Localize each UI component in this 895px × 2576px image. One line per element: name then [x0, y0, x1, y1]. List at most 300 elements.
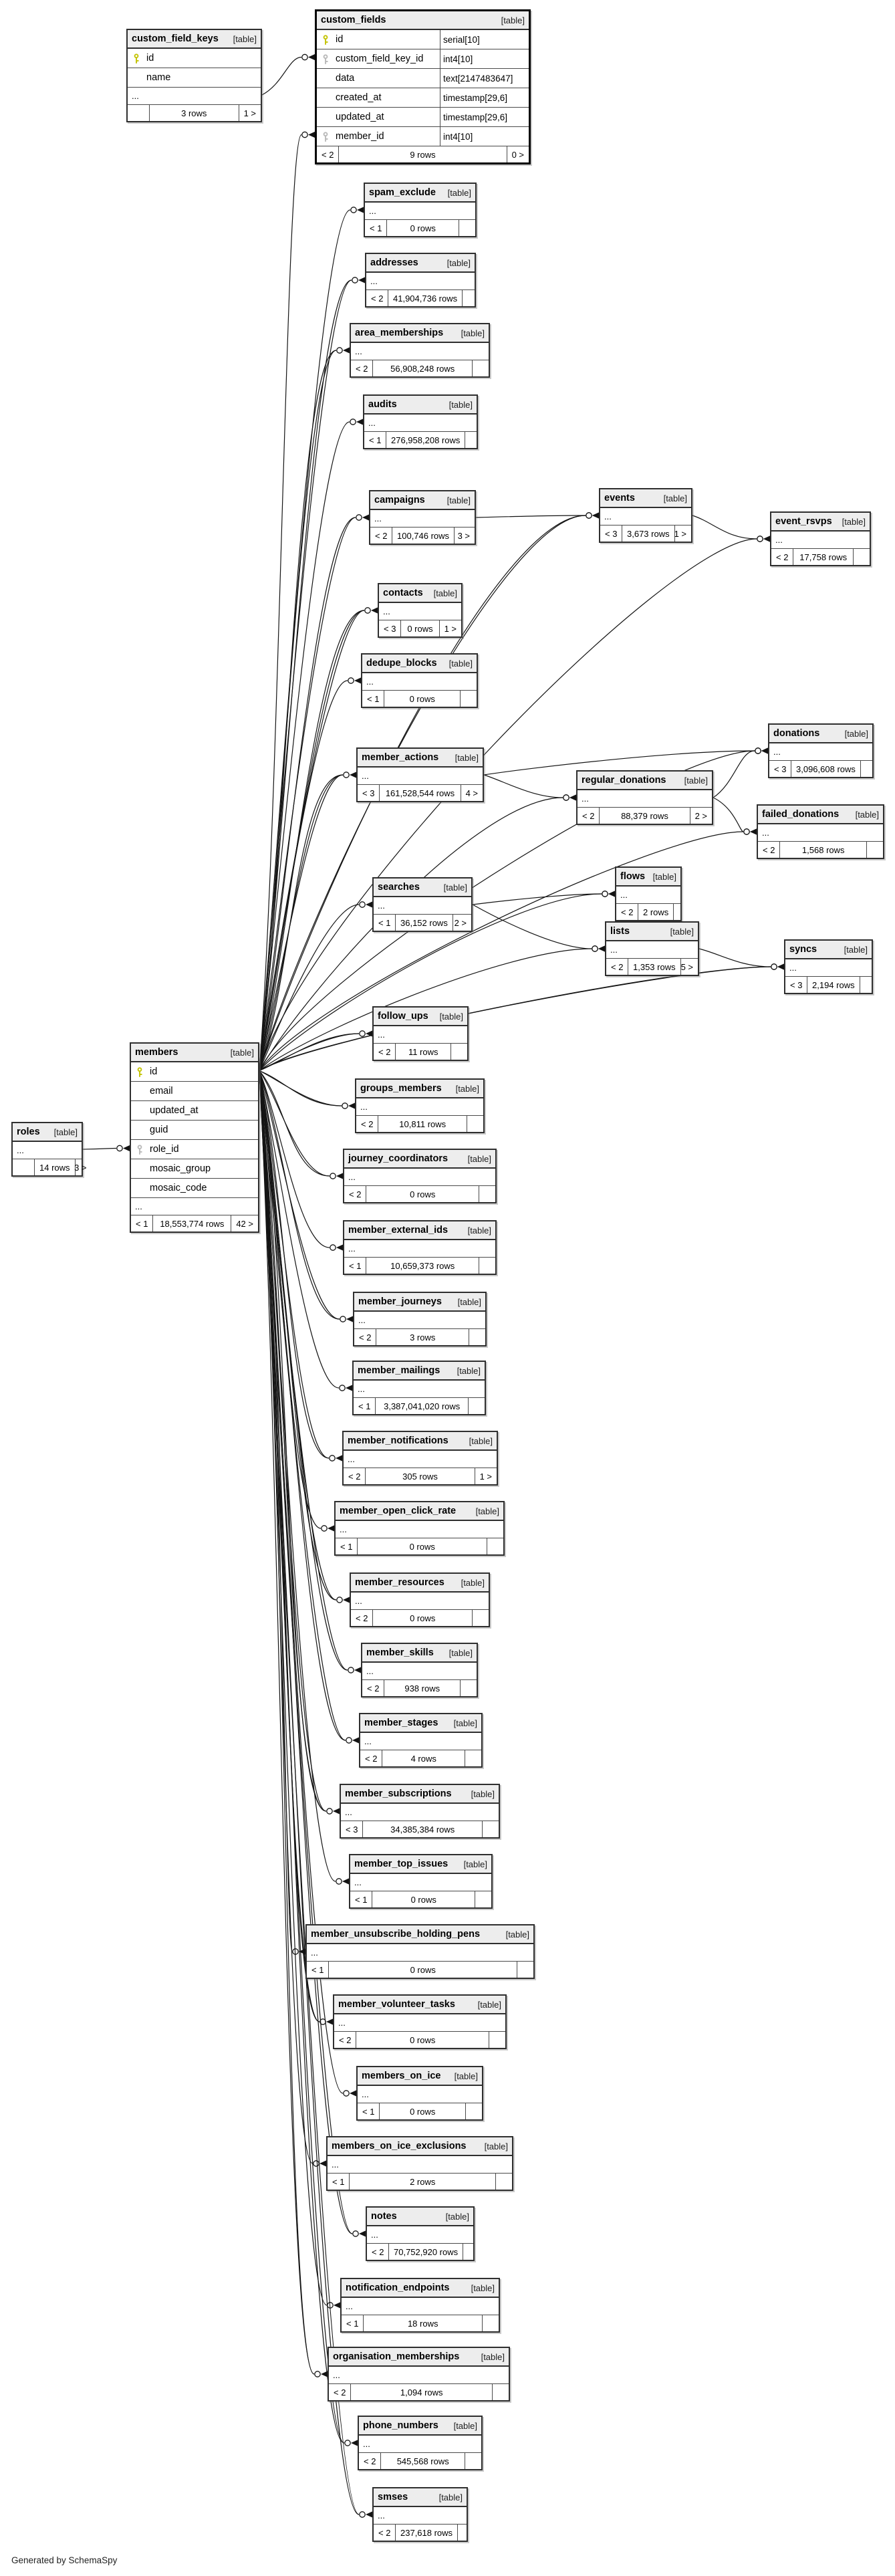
table-tag: [table]: [438, 2492, 463, 2502]
table-tag: [table]: [461, 1577, 485, 1588]
row-count: 18 rows: [363, 2315, 483, 2331]
table-title: member_stages: [364, 1718, 438, 1728]
row-count: 0 rows: [328, 1962, 517, 1978]
fk-in-count: < 1: [332, 2176, 345, 2187]
column-row-email: [131, 1082, 258, 1101]
table-title: custom_fields: [321, 15, 386, 25]
table-header: [758, 806, 883, 824]
table-node-members_on_ice[interactable]: [356, 2066, 483, 2121]
table-title: member_skills: [366, 1647, 434, 1658]
fk-out-count: 3 >: [457, 530, 470, 541]
row-count: 0 rows: [372, 1610, 473, 1626]
table-node-smses[interactable]: [372, 2487, 468, 2542]
collapsed-columns-row: ...: [785, 959, 872, 977]
fk-out-count: 0 >: [511, 149, 524, 160]
table-title: failed_donations: [762, 809, 840, 820]
table-tag: [table]: [449, 658, 473, 669]
column-name: role_id: [150, 1144, 179, 1155]
fk-in-count: < 1: [369, 435, 382, 445]
zero-or-many-circle: [330, 1455, 335, 1461]
table-footer: [336, 1538, 503, 1554]
table-title: member_mailings: [358, 1365, 440, 1376]
fk-in-count: < 3: [384, 623, 396, 634]
fk-in-count: < 2: [361, 1119, 374, 1129]
column-type: int4[10]: [440, 127, 529, 146]
table-footer: [367, 2244, 473, 2260]
fk-in-count: < 2: [372, 2246, 384, 2257]
table-footer: [374, 1044, 467, 1060]
zero-or-many-circle: [771, 964, 777, 969]
zero-or-many-circle: [350, 419, 356, 425]
table-node-event_rsvps[interactable]: [770, 511, 871, 566]
fk-out-count: [517, 1962, 533, 1978]
fk-in-count: < 2: [348, 1471, 361, 1482]
column-row-mosaic_code: [131, 1179, 258, 1198]
table-footer: [351, 1610, 489, 1626]
column-row-created_at: [317, 88, 529, 108]
fk-out-count: [458, 2525, 474, 2541]
fk-out-count: [459, 220, 475, 236]
table-node-member_stages[interactable]: [359, 1713, 483, 1768]
table-footer: [362, 1680, 477, 1696]
table-node-campaigns[interactable]: [369, 490, 476, 545]
table-node-follow_ups[interactable]: [372, 1006, 469, 1061]
table-node-members[interactable]: [130, 1042, 259, 1233]
column-row-updated_at: [131, 1101, 258, 1121]
table-title: events: [604, 493, 635, 503]
table-footer: [365, 220, 475, 236]
zero-or-many-circle: [757, 536, 763, 542]
column-row-updated_at: [317, 108, 529, 127]
foreign-key-icon: [131, 1145, 148, 1155]
zero-or-many-circle: [346, 1738, 352, 1743]
fk-out-count: 1 >: [479, 1471, 492, 1482]
fk-in-count: < 1: [346, 2318, 359, 2329]
column-name: guid: [150, 1125, 168, 1135]
fk-in-count: < 2: [776, 552, 789, 562]
table-node-flows[interactable]: [615, 866, 682, 921]
column-row-guid: [131, 1121, 258, 1140]
table-footer: [360, 1750, 481, 1766]
fk-out-count: [479, 1258, 495, 1274]
relationship-edge-searches-to-lists: [473, 905, 592, 949]
table-node-member_mailings[interactable]: [352, 1361, 486, 1415]
zero-or-many-circle: [351, 207, 356, 213]
zero-or-many-circle: [340, 1316, 346, 1322]
fk-in-count: < 1: [358, 1401, 371, 1411]
table-title: notification_endpoints: [346, 2282, 450, 2293]
table-footer: [344, 1258, 495, 1274]
fk-out-count: [854, 549, 870, 565]
collapsed-columns-row: ...: [600, 508, 691, 525]
relationship-edge-custom_field_keys-to-custom_fields: [262, 57, 301, 96]
table-tag: [table]: [461, 328, 485, 338]
zero-or-many-circle: [353, 2231, 358, 2236]
fk-in-count: < 2: [365, 1753, 378, 1764]
row-count: 3 rows: [149, 105, 239, 121]
fk-in-count: < 1: [349, 1260, 362, 1271]
collapsed-columns-row: ...: [344, 1451, 497, 1468]
collapsed-columns-row: ...: [329, 2367, 509, 2384]
table-header: [362, 655, 477, 673]
collapsed-columns-row: ...: [128, 88, 261, 105]
table-tag: [table]: [501, 15, 525, 25]
fk-in-count: < 2: [359, 1332, 372, 1342]
table-node-phone_numbers[interactable]: [358, 2416, 483, 2470]
table-node-contacts[interactable]: [378, 583, 463, 638]
fk-in-count: [128, 105, 149, 121]
table-title: syncs: [789, 944, 817, 955]
table-header: [606, 923, 698, 941]
zero-or-many-circle: [337, 348, 342, 353]
table-title: member_volunteer_tasks: [338, 1999, 455, 2010]
collapsed-columns-row: ...: [344, 1169, 495, 1186]
table-node-groups_members[interactable]: [355, 1078, 485, 1133]
table-tag: [table]: [454, 2071, 478, 2081]
zero-or-many-circle: [348, 678, 354, 683]
primary-key-icon: [131, 1067, 148, 1077]
fk-out-count: 3 >: [74, 1162, 87, 1173]
table-node-custom_field_keys[interactable]: [126, 29, 262, 122]
table-header: [342, 2279, 499, 2298]
row-count: 1,568 rows: [779, 842, 867, 858]
collapsed-columns-row: ...: [367, 2226, 473, 2244]
collapsed-columns-row: ...: [131, 1198, 258, 1215]
table-node-members_on_ice_exclusions[interactable]: [326, 2136, 513, 2191]
row-count: 70,752,920 rows: [388, 2244, 463, 2260]
fk-in-count: < 3: [605, 528, 618, 539]
fk-out-count: [489, 2032, 505, 2048]
table-footer: [342, 2315, 499, 2331]
table-tag: [table]: [449, 399, 473, 410]
table-node-dedupe_blocks[interactable]: [361, 653, 478, 708]
row-count: 18,553,774 rows: [152, 1215, 231, 1232]
table-footer: [13, 1159, 87, 1175]
table-footer: [128, 105, 261, 121]
row-count: 17,758 rows: [793, 549, 854, 565]
zero-or-many-circle: [327, 1808, 332, 1814]
column-name: id: [336, 34, 344, 45]
relationship-edge-members-to-syncs: [259, 967, 771, 1071]
table-node-member_unsubscribe_holding_pens[interactable]: [305, 1924, 535, 1979]
relationship-edge-members-to-groups_members: [259, 1071, 342, 1106]
table-node-member_external_ids[interactable]: [343, 1220, 497, 1275]
zero-or-many-circle: [337, 1597, 342, 1603]
primary-key-icon: [128, 53, 145, 64]
table-header: [358, 2067, 482, 2086]
table-header: [374, 879, 471, 897]
table-tag: [table]: [684, 775, 708, 786]
fk-in-count: < 2: [378, 2527, 391, 2538]
relationship-edge-roles-to-members: [83, 1149, 116, 1150]
row-count: 14 rows: [34, 1159, 76, 1175]
fk-in-count: < 2: [367, 1683, 380, 1693]
column-row-id: [317, 30, 529, 49]
table-tag: [table]: [446, 257, 471, 268]
column-row-data: [317, 69, 529, 88]
table-footer: [374, 915, 471, 931]
zero-or-many-circle: [352, 277, 358, 283]
collapsed-columns-row: ...: [379, 603, 461, 620]
table-footer: [358, 2103, 482, 2119]
table-tag: [table]: [477, 1999, 501, 2010]
table-header: [379, 584, 461, 603]
table-tag: [table]: [481, 2351, 505, 2362]
table-node-addresses[interactable]: [365, 253, 476, 308]
table-footer: [379, 620, 461, 636]
table-node-searches[interactable]: [372, 877, 473, 932]
table-node-audits[interactable]: [363, 394, 478, 449]
table-header: [351, 324, 489, 343]
fk-out-count: [469, 1398, 485, 1414]
column-type: text[2147483647]: [440, 69, 529, 88]
column-name: member_id: [336, 131, 384, 142]
row-count: 0 rows: [386, 220, 459, 236]
row-count: 3,387,041,020 rows: [375, 1398, 469, 1414]
collapsed-columns-row: ...: [350, 1874, 491, 1891]
relationship-edge-events-to-event_rsvps: [692, 515, 757, 539]
table-footer: [366, 290, 475, 306]
table-header: [360, 1714, 481, 1733]
column-name: mosaic_code: [150, 1183, 207, 1193]
table-node-events[interactable]: [599, 488, 692, 543]
table-title: donations: [773, 728, 820, 739]
fk-out-count: [467, 1116, 483, 1132]
zero-or-many-circle: [360, 902, 365, 907]
fk-in-count: < 2: [763, 844, 775, 855]
table-footer: [350, 1891, 491, 1907]
collapsed-columns-row: ...: [334, 2014, 505, 2032]
column-name: created_at: [336, 92, 382, 103]
table-footer: [354, 1329, 485, 1345]
table-tag: [table]: [484, 2141, 508, 2151]
table-footer: [362, 691, 477, 707]
table-footer: [334, 2032, 505, 2048]
table-tag: [table]: [663, 493, 687, 503]
table-node-member_open_click_rate[interactable]: [334, 1501, 505, 1556]
table-tag: [table]: [469, 1435, 493, 1446]
fk-in-count: < 1: [370, 223, 382, 233]
collapsed-columns-row: ...: [769, 743, 872, 761]
table-header: [344, 1150, 495, 1169]
table-footer: [785, 977, 872, 993]
table-node-member_skills[interactable]: [361, 1643, 478, 1697]
table-title: dedupe_blocks: [366, 658, 437, 669]
column-name: email: [150, 1086, 173, 1096]
table-header: [364, 396, 477, 415]
row-count: 0 rows: [366, 1186, 479, 1202]
table-tag: [table]: [433, 588, 457, 598]
fk-out-count: [479, 1186, 495, 1202]
fk-out-count: [487, 1538, 503, 1554]
table-footer: [344, 1468, 497, 1484]
column-name: updated_at: [336, 112, 384, 122]
table-node-member_journeys[interactable]: [353, 1292, 487, 1346]
fk-out-count: [475, 1891, 491, 1907]
table-title: roles: [17, 1127, 40, 1137]
collapsed-columns-row: ...: [364, 415, 477, 432]
table-node-notification_endpoints[interactable]: [340, 2278, 500, 2333]
table-node-regular_donations[interactable]: [576, 770, 713, 825]
table-header: [354, 1362, 485, 1381]
column-row-role_id: [131, 1140, 258, 1159]
column-type: timestamp[29,6]: [440, 108, 529, 126]
table-title: follow_ups: [378, 1011, 428, 1022]
table-node-roles[interactable]: [11, 1122, 87, 1177]
table-title: addresses: [370, 257, 418, 268]
column-type: timestamp[29,6]: [440, 88, 529, 107]
row-count: 3,096,608 rows: [791, 761, 861, 777]
fk-out-count: 2 >: [694, 810, 707, 821]
collapsed-columns-row: ...: [351, 1593, 489, 1610]
zero-or-many-circle: [360, 1031, 365, 1036]
primary-key-icon: [317, 35, 334, 45]
row-count: 100,746 rows: [392, 528, 455, 544]
table-node-spam_exclude[interactable]: [364, 183, 477, 237]
fk-out-count: [674, 904, 690, 920]
table-header: [334, 1996, 505, 2014]
row-count: 36,152 rows: [395, 915, 453, 931]
table-tag: [table]: [467, 1225, 491, 1236]
column-name: id: [150, 1066, 158, 1077]
table-node-custom_fields[interactable]: [315, 9, 531, 164]
relationship-edge-member_actions-to-regular_donations: [484, 775, 563, 798]
table-node-journey_coordinators[interactable]: [343, 1149, 497, 1203]
zero-or-many-circle: [315, 2371, 320, 2377]
column-name: mosaic_group: [150, 1163, 211, 1174]
zero-or-many-circle: [336, 1879, 342, 1884]
collapsed-columns-row: ...: [354, 1312, 485, 1329]
table-title: member_actions: [362, 752, 439, 763]
table-header: [359, 2417, 481, 2436]
zero-or-many-circle: [117, 1145, 122, 1151]
row-count: 10,811 rows: [378, 1116, 467, 1132]
row-count: 0 rows: [384, 691, 461, 707]
table-tag: [table]: [455, 752, 479, 763]
relationship-edge-members-to-syncs: [259, 967, 771, 1071]
collapsed-columns-row: ...: [606, 941, 698, 959]
table-node-member_resources[interactable]: [350, 1572, 490, 1627]
table-footer: [771, 549, 870, 565]
table-footer: [356, 1116, 483, 1132]
collapsed-columns-row: ...: [344, 1240, 495, 1258]
fk-in-count: < 2: [611, 961, 624, 972]
column-name: updated_at: [150, 1105, 199, 1116]
column-row-member_id: [317, 127, 529, 146]
collapsed-columns-row: ...: [328, 2156, 512, 2174]
table-tag: [table]: [443, 882, 467, 893]
table-footer: [307, 1962, 533, 1978]
column-type: int4[10]: [440, 49, 529, 68]
fk-out-count: 42 >: [236, 1218, 253, 1229]
table-tag: [table]: [471, 1788, 495, 1799]
fk-out-count: [465, 1750, 481, 1766]
table-node-failed_donations[interactable]: [757, 804, 884, 859]
table-tag: [table]: [505, 1929, 529, 1940]
column-row-custom_field_key_id: [317, 49, 529, 69]
table-header: [13, 1123, 82, 1142]
table-header: [131, 1044, 258, 1062]
table-header: [317, 11, 529, 30]
collapsed-columns-row: ...: [370, 510, 475, 528]
fk-out-count: [461, 691, 477, 707]
table-title: member_top_issues: [354, 1859, 449, 1869]
row-count: 2 rows: [349, 2174, 496, 2190]
zero-or-many-circle: [602, 891, 608, 897]
table-node-member_subscriptions[interactable]: [340, 1784, 500, 1839]
table-node-member_actions[interactable]: [356, 747, 484, 802]
fk-in-count: < 2: [349, 1189, 362, 1199]
table-title: member_open_click_rate: [340, 1506, 457, 1516]
table-footer: [328, 2174, 512, 2190]
collapsed-columns-row: ...: [362, 673, 477, 691]
table-title: smses: [378, 2492, 408, 2502]
table-header: [358, 749, 483, 768]
table-node-member_notifications[interactable]: [342, 1431, 498, 1486]
table-footer: [351, 360, 489, 376]
table-node-notes[interactable]: [366, 2206, 475, 2261]
fk-out-count: [469, 1329, 485, 1345]
table-tag: [table]: [230, 1047, 254, 1058]
fk-out-count: [473, 360, 489, 376]
table-node-donations[interactable]: [768, 723, 874, 778]
table-header: [341, 1785, 499, 1804]
table-title: phone_numbers: [363, 2420, 438, 2431]
table-title: member_notifications: [348, 1435, 449, 1446]
table-tag: [table]: [475, 1506, 499, 1516]
table-node-lists[interactable]: [605, 921, 699, 976]
table-tag: [table]: [652, 871, 676, 882]
fk-out-count: [466, 2103, 482, 2119]
table-title: member_resources: [355, 1577, 444, 1588]
table-header: [356, 1080, 483, 1098]
column-name: id: [146, 53, 154, 64]
table-tag: [table]: [446, 495, 471, 505]
table-node-member_volunteer_tasks[interactable]: [333, 1994, 507, 2049]
table-header: [328, 2137, 512, 2156]
zero-or-many-circle: [586, 513, 592, 518]
table-header: [374, 2488, 467, 2507]
collapsed-columns-row: ...: [307, 1944, 533, 1962]
fk-out-count: [496, 2174, 512, 2190]
table-tag: [table]: [844, 944, 868, 955]
fk-in-count: < 2: [364, 2456, 376, 2466]
table-node-syncs[interactable]: [784, 939, 873, 994]
row-count: 34,385,384 rows: [362, 1821, 483, 1837]
table-footer: [341, 1821, 499, 1837]
collapsed-columns-row: ...: [374, 2507, 467, 2525]
fk-out-count: [451, 1044, 467, 1060]
fk-in-count: < 1: [311, 1964, 324, 1975]
collapsed-columns-row: ...: [336, 1521, 503, 1538]
table-node-area_memberships[interactable]: [350, 323, 490, 378]
zero-or-many-circle: [592, 946, 598, 951]
collapsed-columns-row: ...: [354, 1381, 485, 1398]
fk-in-count: [13, 1159, 34, 1175]
table-node-member_top_issues[interactable]: [349, 1854, 493, 1909]
table-title: notes: [371, 2211, 397, 2222]
fk-out-count: [483, 2315, 499, 2331]
row-count: 41,904,736 rows: [388, 290, 463, 306]
table-header: [600, 489, 691, 508]
table-footer: [616, 904, 680, 920]
collapsed-columns-row: ...: [374, 897, 471, 915]
table-node-organisation_memberships[interactable]: [328, 2347, 510, 2402]
table-title: custom_field_keys: [132, 33, 219, 44]
table-title: members: [135, 1047, 178, 1058]
table-title: groups_members: [360, 1083, 442, 1094]
table-footer: [370, 528, 475, 544]
